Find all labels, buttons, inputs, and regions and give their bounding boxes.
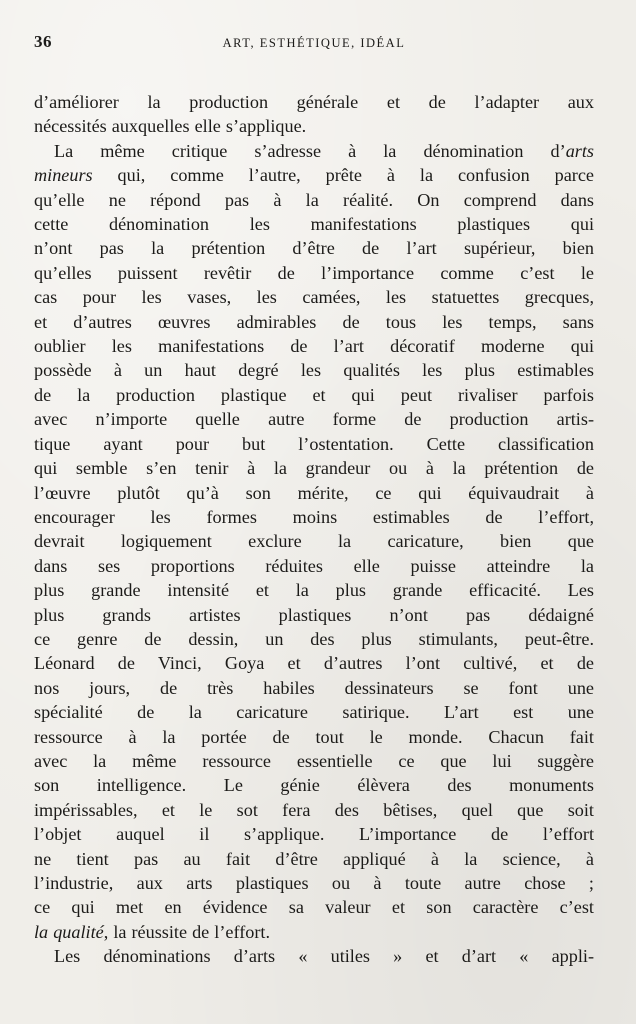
- paragraph-3: [34, 944, 594, 968]
- text-line: plus grands artistes plastiques n’ont pas dédaigné: [34, 604, 594, 625]
- text-line: nécessités auxquelles elle s’applique.: [34, 116, 307, 137]
- text-line: dans ses proportions réduites elle puisse atteindre la: [34, 555, 594, 576]
- page-header: [34, 30, 594, 60]
- text-line: et d’autres œuvres admirables de tous les temps, sans: [34, 311, 594, 332]
- text-line: qu’elle ne répond pas à la réalité. On comprend dans: [34, 189, 594, 210]
- text-line: avec la même ressource essentielle ce que lui suggère: [34, 750, 594, 771]
- text-line: devrait logiquement exclure la caricature, bien que: [34, 531, 594, 552]
- text-line: nos jours, de très habiles dessinateurs se font une: [34, 677, 594, 698]
- text-line: encourager les formes moins estimables de l’effort,: [34, 506, 594, 527]
- text-line: avec n’importe quelle autre forme de production artis-: [34, 409, 594, 430]
- text-line: de la production plastique et qui peut rivaliser parfois: [34, 384, 594, 405]
- italic-term: la qualité: [34, 921, 104, 942]
- running-title: ART, ESTHÉTIQUE, IDÉAL: [222, 36, 406, 50]
- text-line: qui semble s’en tenir à la grandeur ou à la prétention de: [34, 458, 594, 479]
- text-line: l’objet auquel il s’applique. L’importance de l’effort: [34, 824, 594, 845]
- text-line: ressource à la portée de tout le monde. Chacun fait: [34, 726, 594, 747]
- text-line: d’améliorer la production générale et de l’adapter aux: [34, 92, 594, 112]
- italic-term: arts: [565, 140, 594, 161]
- text-fragment: La même critique s’adresse à la dénomination d’: [54, 140, 566, 161]
- text-fragment: , la réussite de l’effort.: [103, 921, 271, 942]
- text-line: cette dénomination les manifestations plastiques qui: [34, 214, 594, 235]
- text-line: l’œuvre plutôt qu’à son mérite, ce qui équivaudrait à: [34, 482, 594, 503]
- text-line: oublier les manifestations de l’art décoratif moderne qui: [34, 336, 594, 357]
- text-line: ne tient pas au fait d’être appliqué à la science, à: [34, 848, 594, 869]
- italic-term: mineurs: [34, 165, 93, 186]
- text-line: tique ayant pour but l’ostentation. Cette classification: [34, 433, 594, 454]
- text-line: Léonard de Vinci, Goya et d’autres l’ont cultivé, et de: [34, 653, 594, 674]
- text-line: plus grande intensité et la plus grande efficacité. Les: [34, 580, 594, 601]
- text-line: possède à un haut degré les qualités les plus estimables: [34, 360, 594, 381]
- text-line: spécialité de la caricature satirique. L’art est une: [34, 702, 594, 723]
- text-line: cas pour les vases, les camées, les statuettes grecques,: [34, 287, 594, 308]
- text-fragment: qui, comme l’autre, prête à la confusion parce: [117, 165, 595, 186]
- text-line: [34, 139, 594, 163]
- text-line: l’industrie, aux arts plastiques ou à toute autre chose ;: [34, 873, 594, 893]
- text-line: Les dénominations d’arts « utiles » et d’art « appli-: [54, 946, 594, 967]
- page-number: 36: [34, 32, 52, 51]
- text-line: ce genre de dessin, un des plus stimulants, peut-être.: [34, 628, 594, 649]
- text-line: [34, 920, 594, 944]
- body-text: [34, 90, 594, 969]
- paragraph-1: [34, 90, 594, 139]
- text-line: n’ont pas la prétention d’être de l’art supérieur, bien: [34, 238, 594, 259]
- text-line: ce qui met en évidence sa valeur et son caractère c’est: [34, 897, 594, 918]
- text-line: son intelligence. Le génie élèvera des monuments: [34, 775, 594, 796]
- text-line: [34, 163, 594, 187]
- text-line: impérissables, et le sot fera des bêtises, quel que soit: [34, 799, 594, 820]
- text-line: qu’elles puissent revêtir de l’importance comme c’est le: [34, 262, 594, 283]
- paragraph-2: [34, 139, 594, 944]
